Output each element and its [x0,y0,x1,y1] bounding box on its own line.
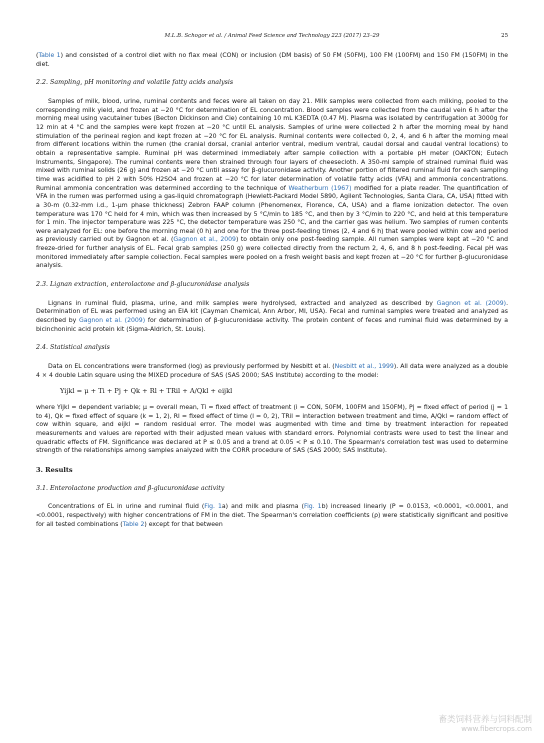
s3-text-3: b) increased linearly (P = 0.0153, <0.0001, <0.0001, and <0.0001, respectively) with higher concentrations of FM in the diet. The Spearman's correlation coefficients (ρ) were statistically significant and positive for all tested combinations ( [36,503,509,528]
table2-link[interactable]: Table 2 [122,520,145,528]
gagnon-2009-link-c[interactable]: Gagnon et al. (2009) [79,317,146,325]
watermark [438,713,532,733]
model-equation: Yijkl = μ + Ti + Pj + Qk + Rl + TRil + A/Qkl + eijkl [60,387,233,396]
weatherburn-link[interactable]: Weatherburn (1967) [288,184,352,192]
section-2-3-paragraph [36,300,508,335]
s23-text-3: for determination of β-glucuronidase activity. The protein content of feces and ruminal fluid was determined by a bicinchoninic acid protein kit (Sigma-Aldrich, St. Louis). [36,317,508,333]
intro-text: ) and consisted of a control diet with no flax meal (CON) or inclusion (DM basis) of 50 FM (50FM), 100 FM (100FM) and 150 FM (150FM) in the diet. [36,52,509,68]
section-2-4-heading: 2.4. Statistical analysis [36,344,110,352]
s3-text-1: Concentrations of EL in urine and ruminal fluid ( [48,503,205,511]
s22-text-3: ) to obtain only one post-feeding sample. All rumen samples were kept at −20 °C and freeze-dried for further analysis of EL. Fecal grab samples (250 g) were collected directly from the rectum 2, 4, 6, and 8 h post-feeding. Fecal pH was monitored immediately after sample collection. Fecal samples were pooled on a fresh weight basis and kept frozen at −20 °C for further β-glucuronidase analysis. [36,236,508,270]
section-2-3-heading: 2.3. Lignan extraction, enterolactone and β-glucuronidase analysis [36,281,250,289]
s3-text-2: a) and milk and plasma ( [221,503,304,511]
running-title: M.L.B. Schogor et al. / Animal Feed Science and Technology 223 (2017) 23–29 [164,33,380,39]
fig1a-link[interactable]: Fig. 1 [204,503,222,511]
watermark-line-1: 畜类饲料营养与饲料配制 [438,715,532,725]
intro-paragraph: (Table 1) and consisted of a control diet with no flax meal (CON) or inclusion (DM basis) of 50 FM (50FM), 100 FM (100FM) and 150 FM (150FM) in the diet. [36,52,509,68]
section-2-4-paragraph-1 [36,363,508,380]
section-3-1-paragraph [36,503,508,529]
nesbitt-link[interactable]: Nesbitt et al., 1999 [334,363,394,371]
s22-text-1: Samples of milk, blood, urine, ruminal contents and feces were all taken on day 21. Milk samples were collected from each milking, pooled to the corresponding milk yield, and frozen at −20 °C for determination of EL concentration. Blood samples were collected from the caudal vein 6 h after the morning meal using vacutainer tubes (Becton Dickinson and Cie) containing 10 mL K3EDTA (0.47 M). Plasma was isolated by centrifugation at 3000g for 12 min at 4 °C and the samples were kept frozen at −20 °C until EL analysis. Samples of urine were collected 2 h after the morning meal by hand stimulation of the perineal region and kept frozen at −20 °C for EL analysis. Ruminal contents were collected 0, 2, 4, and 6 h after the morning meal from different locations within the rumen (the cranial dorsal, cranial anterior ventral, medium ventral, caudal dorsal and caudal ventral locations) to obtain a representative sample. Ruminal pH was determined immediately after sample collection with a portable pH meter (OAKTON; Eutech Instruments, Singapore). The ruminal contents were then strained through four layers of cheesecloth. A 350-ml sample of strained ruminal fluid was mixed with ruminal solids (26 g) and frozen at −20 °C until assay for β-glucuronidase activity. Another portion of filtered ruminal fluid for each sampling time was acidified to pH 2 with 50% H2SO4 and frozen at −20 °C for later determination of volatile fatty acids (VFA) and ammonia concentrations. Ruminal ammonia concentration was determined according to the technique of [36,97,508,192]
table1-link[interactable]: Table 1 [38,52,61,59]
section-2-2-heading: 2.2. Sampling, pH monitoring and volatile fatty acids analysis [36,79,234,87]
page-number: 25 [501,33,508,39]
section-3-heading: 3. Results [36,465,73,474]
gagnon-2009-link-a[interactable]: Gagnon et al., 2009 [173,236,236,244]
body-column [36,52,508,536]
section-2-4-paragraph-2: where Yijkl = dependent variable; μ = overall mean, Ti = fixed effect of treatment (i = CON, 50FM, 100FM and 150FM), Pj = fixed effect of period (j = 1 to 4), Qk = fixed effect of square (k = 1, 2), Rl = fixed effect of time (l = 0, 2), TRil = interaction between treatment and time, A/Qkl = random effect of cow within square, and eijkl = random residual error. The model was augmented with time and time by treatment interaction for repeated measurements and values are reported with their adjusted mean values with standard errors. Polynomial contrasts were used to test the linear and quadratic effects of FM. Significance was declared at P ≤ 0.05 and a trend at 0.05 < P ≤ 0.10. The Spearman's correlation test was used to determine strength of the relationships among samples analyzed with the CORR procedure of SAS (SAS 2000; SAS Institute). [36,404,508,455]
s22-text-2: modified for a plate reader. The quantification of VFA in the rumen was performed using a gas-liquid chromatograph (Hewlett-Packard Model 5890, Agilent Technologies, Santa Clara, CA, USA) fitted with a 30-m (0.32-mm i.d., 1-μm phase thickness) Zebron FAAP column (Phenomenex, Florence, CA, USA) and a flame ionization detector. The oven temperature was 170 °C held for 4 min, which was then increased by 5 °C/min to 185 °C, and then by 3 °C/min to 220 °C, and held at this temperature for 1 min. The injector temperature was 225 °C, the detector temperature was 250 °C, and the carrier gas was helium. Two samples of rumen contents were analyzed for EL: one before the morning meal (0 h) and one for the three post-feeding times (2, 4 and 6 h) that were pooled within cow and period as previously carried out by Gagnon et al. ( [36,184,508,244]
s23-text-1: Lignans in ruminal fluid, plasma, urine, and milk samples were hydrolysed, extracted and analyzed as described by [48,299,437,307]
running-header [36,33,508,43]
s24-text-2: ). All data were analyzed as a double 4 × 4 double Latin square using the MIXED procedure of SAS (SAS 2000; SAS Institute) according to the model: [36,363,508,379]
s3-text-4: ) except for that between [144,520,223,528]
watermark-line-2: www.fibercrops.com [461,725,532,733]
s23-text-2: . Determination of EL was performed using an EIA kit (Cayman Chemical, Ann Arbor, MI, USA). Fecal and ruminal samples were treated and analyzed as described by [36,299,509,325]
gagnon-2009-link-b[interactable]: Gagnon et al. (2009) [436,299,507,307]
fig1b-link[interactable]: Fig. 1 [303,503,322,511]
section-3-1-heading: 3.1. Enterolactone production and β-glucuronidase activity [36,484,225,492]
section-2-2-paragraph [36,98,508,271]
s24-text-1: Data on EL concentrations were transformed (log) as previously performed by Nesbitt et al. ( [48,363,335,371]
